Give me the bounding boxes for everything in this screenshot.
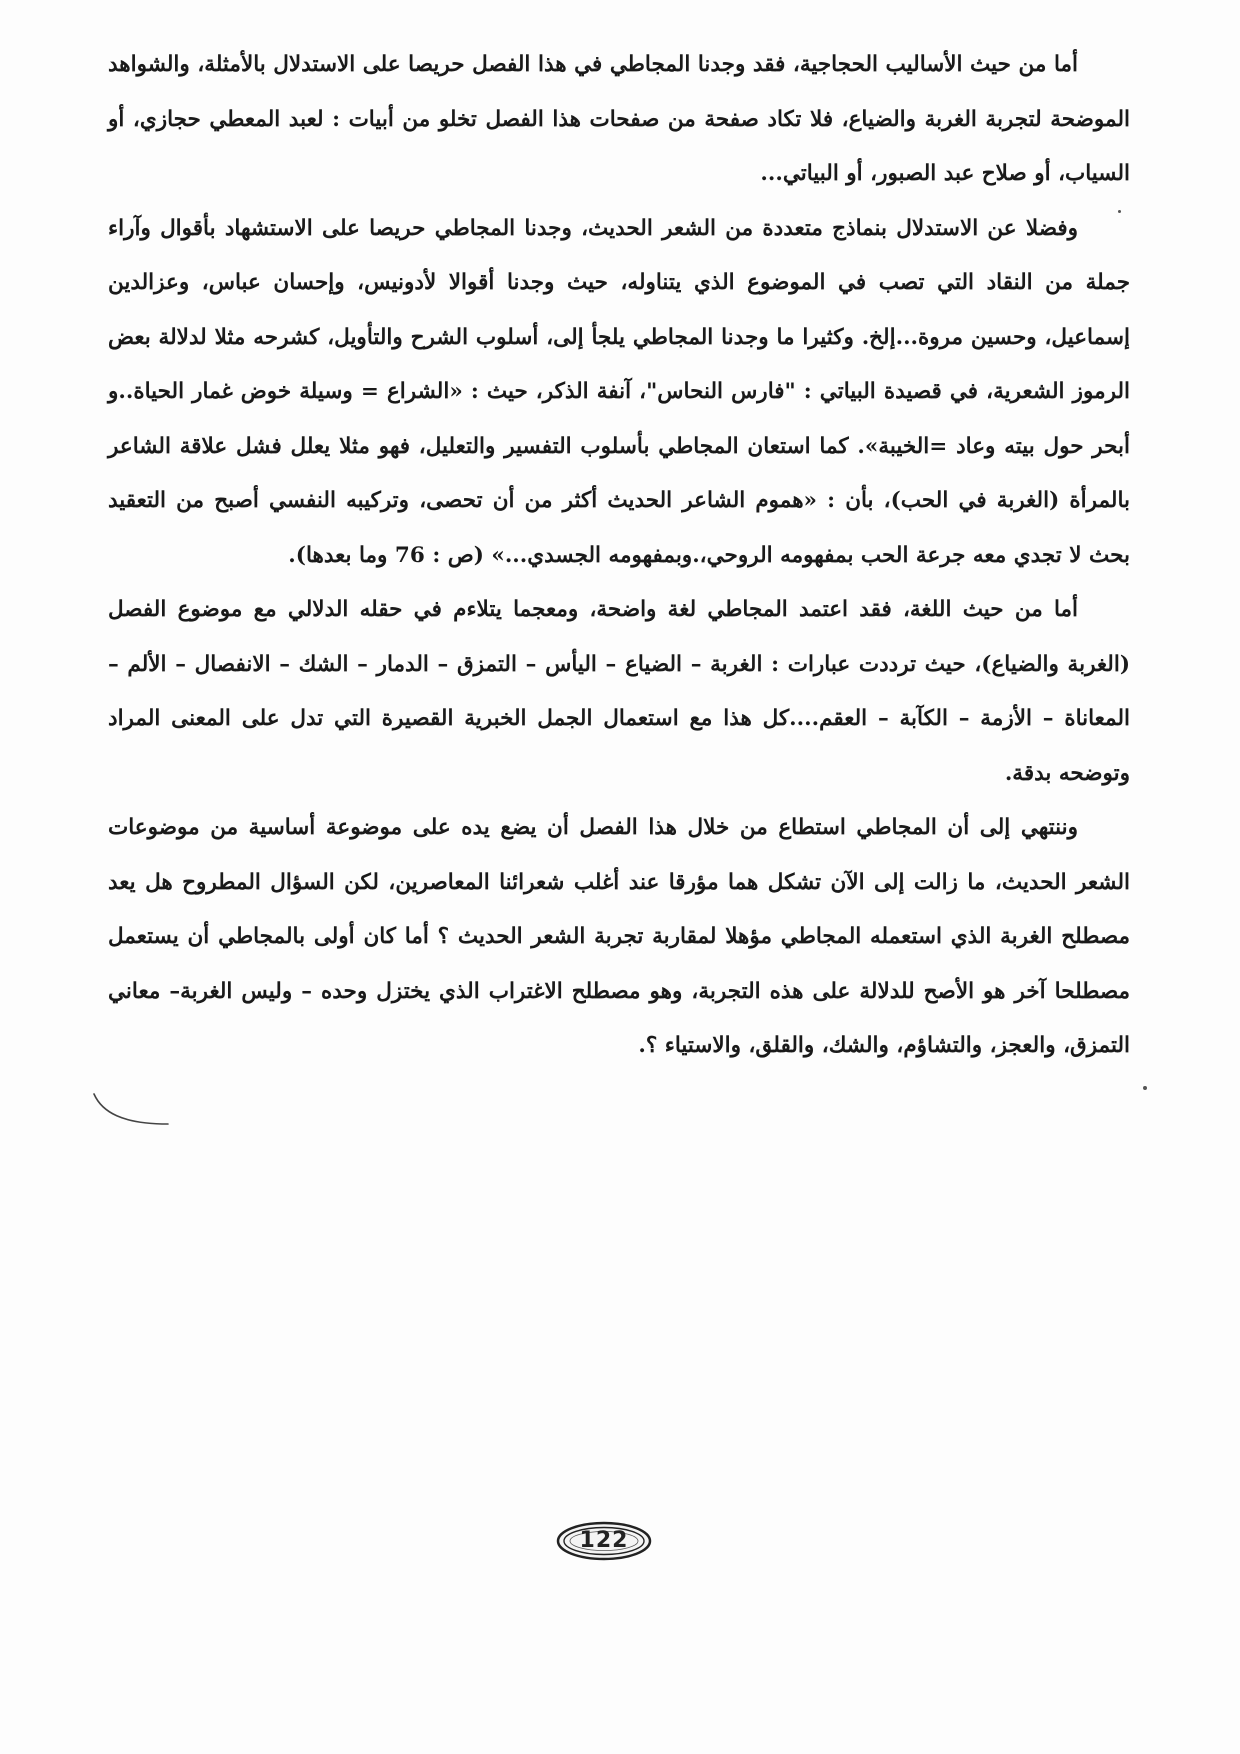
pen-stroke-mark [92, 1090, 172, 1130]
page-number: 122 [579, 1528, 629, 1553]
body-text [108, 38, 1130, 1074]
scan-speck [1143, 1086, 1147, 1090]
paragraph-2: وفضلا عن الاستدلال بنماذج متعددة من الشعر الحديث، وجدنا المجاطي حريصا على الاستشهاد بأقوال وآراء جملة من النقاد التي تصب في الموضوع الذي يتناوله، حيث وجدنا أقوالا لأدونيس، وإحسان عباس، وعزالدين إسماعيل، وحسين مروة...إلخ. وكثيرا ما وجدنا المجاطي يلجأ إلى، أسلوب الشرح والتأويل، كشرحه مثلا لدلالة بعض الرموز الشعرية، في قصيدة البياتي : "فارس النحاس"، آنفة الذكر، حيث : «الشراع = وسيلة خوض غمار الحياة..و أبحر حول بيته وعاد =الخيبة». كما استعان المجاطي بأسلوب التفسير والتعليل، فهو مثلا يعلل فشل علاقة الشاعر بالمرأة (الغربة في الحب)، بأن : «هموم الشاعر الحديث أكثر من أن تحصى، وتركيبه النفسي أصبح من التعقيد بحث لا تجدي معه جرعة الحب بمفهومه الروحي،.وبمفهومه الجسدي...» (ص : 76 وما بعدها). [108, 215, 1130, 568]
page-number-badge [556, 1521, 652, 1561]
paragraph-3: أما من حيث اللغة، فقد اعتمد المجاطي لغة واضحة، ومعجما يتلاءم في حقله الدلالي مع موضوع الفصل (الغربة والضياع)، حيث ترددت عبارات : الغربة – الضياع – اليأس – التمزق – الدمار – الشك – الانفصال – الألم – المعاناة – الأزمة – الكآبة – العقم....كل هذا مع استعمال الجمل الخبرية القصيرة التي تدل على المعنى المراد وتوضحه بدقة. [108, 597, 1130, 786]
paragraph-1: أما من حيث الأساليب الحجاجية، فقد وجدنا المجاطي في هذا الفصل حريصا على الاستدلال بالأمثلة، والشواهد الموضحة لتجربة الغربة والضياع، فلا تكاد صفحة من صفحات هذا الفصل تخلو من أبيات : لعبد المعطي حجازي، أو السياب، أو صلاح عبد الصبور، أو البياتي... [108, 52, 1130, 186]
paragraph-4: وننتهي إلى أن المجاطي استطاع من خلال هذا الفصل أن يضع يده على موضوعة أساسية من موضوعات الشعر الحديث، ما زالت إلى الآن تشكل هما مؤرقا عند أغلب شعرائنا المعاصرين، لكن السؤال المطروح هل يعد مصطلح الغربة الذي استعمله المجاطي مؤهلا لمقاربة تجربة الشعر الحديث ؟ أما كان أولى بالمجاطي أن يستعمل مصطلحا آخر هو الأصح للدلالة على هذه التجربة، وهو مصطلح الاغتراب الذي يختزل وحده – وليس الغربة– معاني التمزق، والعجز، والتشاؤم، والشك، والقلق، والاستياء ؟. [108, 815, 1130, 1058]
scan-speck [1118, 210, 1121, 213]
